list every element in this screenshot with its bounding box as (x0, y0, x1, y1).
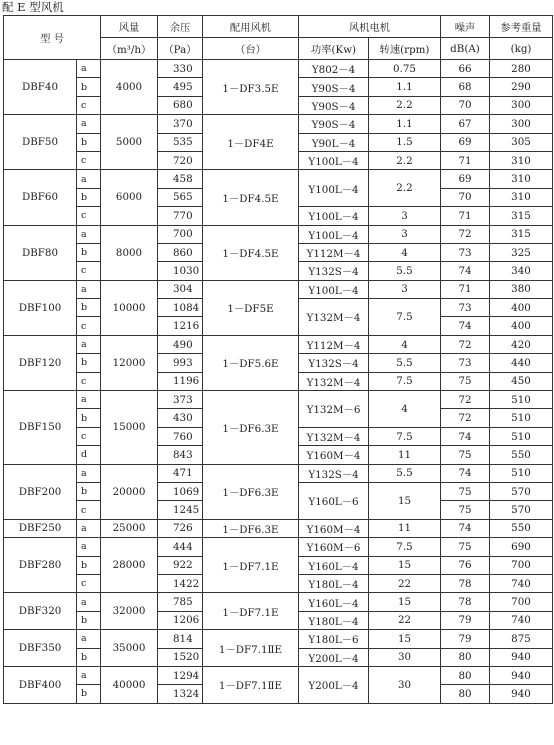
noise-cell: 70 (441, 96, 490, 114)
variant-cell: c (77, 317, 101, 335)
pressure-cell: 922 (158, 556, 203, 574)
weight-cell: 940 (490, 685, 553, 703)
pressure-cell: 1245 (158, 501, 203, 519)
header-pressure-unit: （Pa） (158, 38, 203, 60)
header-motor: 风机电机 (299, 16, 441, 38)
weight-cell: 440 (490, 354, 553, 372)
weight-cell: 280 (490, 60, 553, 78)
table-row (4, 170, 553, 188)
noise-cell: 66 (441, 60, 490, 78)
noise-cell: 78 (441, 574, 490, 592)
airflow-cell: 15000 (101, 391, 158, 465)
weight-cell: 340 (490, 262, 553, 280)
motor-speed-cell: 1.1 (369, 115, 441, 133)
variant-cell: b (77, 685, 101, 703)
variant-cell: a (77, 464, 101, 482)
header-weight: 参考重量 (490, 16, 553, 38)
model-cell: DBF400 (4, 666, 77, 703)
motor-power-cell: Y90S－4 (299, 96, 369, 114)
pressure-cell: 1216 (158, 317, 203, 335)
noise-cell: 75 (441, 446, 490, 464)
airflow-cell: 40000 (101, 666, 158, 703)
fan-cell: 1－DF7.1E (203, 538, 299, 593)
weight-cell: 570 (490, 482, 553, 500)
motor-power-cell: Y132M－4 (299, 427, 369, 445)
motor-speed-cell: 15 (369, 556, 441, 574)
variant-cell: b (77, 556, 101, 574)
noise-cell: 75 (441, 538, 490, 556)
motor-power-cell: Y132S－4 (299, 262, 369, 280)
noise-cell: 74 (441, 427, 490, 445)
motor-power-cell: Y200L－4 (299, 648, 369, 666)
weight-cell: 690 (490, 538, 553, 556)
motor-power-cell: Y132S－4 (299, 354, 369, 372)
weight-cell: 740 (490, 611, 553, 629)
variant-cell: c (77, 372, 101, 390)
noise-cell: 72 (441, 409, 490, 427)
variant-cell: a (77, 666, 101, 684)
pressure-cell: 680 (158, 96, 203, 114)
pressure-cell: 535 (158, 133, 203, 151)
table-body (4, 60, 553, 704)
noise-cell: 74 (441, 464, 490, 482)
pressure-cell: 760 (158, 427, 203, 445)
model-cell: DBF60 (4, 170, 77, 225)
variant-cell: c (77, 574, 101, 592)
motor-speed-cell: 11 (369, 446, 441, 464)
variant-cell: b (77, 299, 101, 317)
fan-cell: 1－DF5E (203, 280, 299, 335)
noise-cell: 75 (441, 372, 490, 390)
pressure-cell: 304 (158, 280, 203, 298)
motor-power-cell: Y112M－4 (299, 243, 369, 261)
table-row (4, 391, 553, 409)
variant-cell: c (77, 501, 101, 519)
motor-speed-cell: 0.75 (369, 60, 441, 78)
motor-power-cell: Y132S－4 (299, 464, 369, 482)
pressure-cell: 1422 (158, 574, 203, 592)
motor-power-cell: Y132M－6 (299, 391, 369, 428)
model-cell: DBF150 (4, 391, 77, 465)
noise-cell: 75 (441, 501, 490, 519)
header-power: 功率(Kw) (299, 38, 369, 60)
pressure-cell: 490 (158, 335, 203, 353)
pressure-cell: 471 (158, 464, 203, 482)
pressure-cell: 370 (158, 115, 203, 133)
variant-cell: b (77, 78, 101, 96)
variant-cell: b (77, 354, 101, 372)
weight-cell: 875 (490, 630, 553, 648)
table-row (4, 335, 553, 353)
pressure-cell: 444 (158, 538, 203, 556)
pressure-cell: 495 (158, 78, 203, 96)
noise-cell: 80 (441, 666, 490, 684)
model-cell: DBF100 (4, 280, 77, 335)
noise-cell: 74 (441, 317, 490, 335)
fan-cell: 1－DF3.5E (203, 60, 299, 115)
weight-cell: 740 (490, 574, 553, 592)
motor-speed-cell: 1.1 (369, 78, 441, 96)
weight-cell: 380 (490, 280, 553, 298)
noise-cell: 73 (441, 354, 490, 372)
weight-cell: 400 (490, 317, 553, 335)
motor-power-cell: Y90S－4 (299, 78, 369, 96)
weight-cell: 700 (490, 593, 553, 611)
motor-power-cell: Y180L－6 (299, 630, 369, 648)
fan-cell: 1－DF7.1E (203, 593, 299, 630)
motor-speed-cell: 15 (369, 593, 441, 611)
airflow-cell: 32000 (101, 593, 158, 630)
fan-cell: 1－DF6.3E (203, 519, 299, 537)
weight-cell: 325 (490, 243, 553, 261)
variant-cell: c (77, 262, 101, 280)
pressure-cell: 1206 (158, 611, 203, 629)
table-row (4, 280, 553, 298)
model-cell: DBF280 (4, 538, 77, 593)
noise-cell: 68 (441, 78, 490, 96)
weight-cell: 310 (490, 188, 553, 206)
fan-cell: 1－DF4E (203, 115, 299, 170)
variant-cell: b (77, 243, 101, 261)
motor-speed-cell: 15 (369, 630, 441, 648)
variant-cell: a (77, 280, 101, 298)
weight-cell: 940 (490, 648, 553, 666)
noise-cell: 71 (441, 280, 490, 298)
motor-power-cell: Y100L－4 (299, 280, 369, 298)
motor-speed-cell: 3 (369, 207, 441, 225)
table-row (4, 593, 553, 611)
header-airflow: 风量 (101, 16, 158, 38)
variant-cell: b (77, 648, 101, 666)
pressure-cell: 770 (158, 207, 203, 225)
variant-cell: d (77, 446, 101, 464)
weight-cell: 420 (490, 335, 553, 353)
pressure-cell: 565 (158, 188, 203, 206)
table-row (4, 60, 553, 78)
weight-cell: 315 (490, 207, 553, 225)
weight-cell: 940 (490, 666, 553, 684)
variant-cell: a (77, 391, 101, 409)
weight-cell: 550 (490, 446, 553, 464)
variant-cell: b (77, 188, 101, 206)
model-cell: DBF40 (4, 60, 77, 115)
table-row (4, 630, 553, 648)
noise-cell: 72 (441, 335, 490, 353)
weight-cell: 450 (490, 372, 553, 390)
motor-power-cell: Y160L－4 (299, 593, 369, 611)
header-noise: 噪声 (441, 16, 490, 38)
motor-power-cell: Y132M－4 (299, 372, 369, 390)
variant-cell: b (77, 611, 101, 629)
fan-spec-table (3, 15, 553, 704)
variant-cell: a (77, 519, 101, 537)
motor-speed-cell: 3 (369, 280, 441, 298)
motor-speed-cell: 7.5 (369, 427, 441, 445)
weight-cell: 300 (490, 115, 553, 133)
weight-cell: 550 (490, 519, 553, 537)
fan-cell: 1－DF6.3E (203, 464, 299, 519)
motor-power-cell: Y180L－4 (299, 574, 369, 592)
noise-cell: 69 (441, 170, 490, 188)
pressure-cell: 1030 (158, 262, 203, 280)
model-cell: DBF80 (4, 225, 77, 280)
noise-cell: 79 (441, 630, 490, 648)
header-fan-unit: （台） (203, 38, 299, 60)
airflow-cell: 25000 (101, 519, 158, 537)
pressure-cell: 843 (158, 446, 203, 464)
airflow-cell: 4000 (101, 60, 158, 115)
variant-cell: a (77, 60, 101, 78)
motor-speed-cell: 7.5 (369, 372, 441, 390)
airflow-cell: 20000 (101, 464, 158, 519)
noise-cell: 71 (441, 151, 490, 169)
motor-speed-cell: 5.5 (369, 464, 441, 482)
motor-power-cell: Y112M－4 (299, 335, 369, 353)
motor-speed-cell: 22 (369, 574, 441, 592)
noise-cell: 80 (441, 648, 490, 666)
motor-speed-cell: 22 (369, 611, 441, 629)
variant-cell: c (77, 96, 101, 114)
weight-cell: 700 (490, 556, 553, 574)
variant-cell: c (77, 427, 101, 445)
variant-cell: b (77, 409, 101, 427)
motor-speed-cell: 5.5 (369, 354, 441, 372)
pressure-cell: 720 (158, 151, 203, 169)
table-row (4, 115, 553, 133)
variant-cell: b (77, 133, 101, 151)
variant-cell: a (77, 170, 101, 188)
motor-power-cell: Y802－4 (299, 60, 369, 78)
noise-cell: 74 (441, 519, 490, 537)
noise-cell: 69 (441, 133, 490, 151)
motor-power-cell: Y90S－4 (299, 115, 369, 133)
fan-cell: 1－DF6.3E (203, 391, 299, 465)
airflow-cell: 8000 (101, 225, 158, 280)
model-cell: DBF200 (4, 464, 77, 519)
fan-cell: 1－DF4.5E (203, 170, 299, 225)
pressure-cell: 373 (158, 391, 203, 409)
variant-cell: a (77, 593, 101, 611)
motor-speed-cell: 30 (369, 648, 441, 666)
motor-speed-cell: 2.2 (369, 151, 441, 169)
motor-power-cell: Y160M－4 (299, 446, 369, 464)
pressure-cell: 993 (158, 354, 203, 372)
weight-cell: 315 (490, 225, 553, 243)
motor-power-cell: Y100L－4 (299, 170, 369, 207)
table-row (4, 464, 553, 482)
motor-speed-cell: 30 (369, 666, 441, 703)
noise-cell: 78 (441, 593, 490, 611)
fan-cell: 1－DF4.5E (203, 225, 299, 280)
motor-speed-cell: 2.2 (369, 96, 441, 114)
header-row-1 (4, 16, 553, 38)
table-row (4, 666, 553, 684)
motor-power-cell: Y200L－4 (299, 666, 369, 703)
table-row (4, 225, 553, 243)
pressure-cell: 1196 (158, 372, 203, 390)
motor-power-cell: Y100L－4 (299, 151, 369, 169)
header-speed: 转速(rpm) (369, 38, 441, 60)
weight-cell: 510 (490, 464, 553, 482)
header-pressure: 余压 (158, 16, 203, 38)
motor-speed-cell: 7.5 (369, 538, 441, 556)
fan-cell: 1－DF7.1ⅡE (203, 666, 299, 703)
pressure-cell: 330 (158, 60, 203, 78)
motor-power-cell: Y90L－4 (299, 133, 369, 151)
noise-cell: 73 (441, 243, 490, 261)
variant-cell: c (77, 151, 101, 169)
motor-speed-cell: 4 (369, 335, 441, 353)
noise-cell: 67 (441, 115, 490, 133)
motor-power-cell: Y132M－4 (299, 299, 369, 336)
weight-cell: 510 (490, 409, 553, 427)
motor-speed-cell: 4 (369, 391, 441, 428)
pressure-cell: 1520 (158, 648, 203, 666)
header-weight-unit: (kg) (490, 38, 553, 60)
motor-speed-cell: 5.5 (369, 262, 441, 280)
variant-cell: b (77, 482, 101, 500)
header-model: 型 号 (4, 16, 101, 60)
weight-cell: 310 (490, 151, 553, 169)
model-cell: DBF120 (4, 335, 77, 390)
pressure-cell: 1294 (158, 666, 203, 684)
noise-cell: 74 (441, 262, 490, 280)
airflow-cell: 5000 (101, 115, 158, 170)
motor-power-cell: Y160L－4 (299, 556, 369, 574)
pressure-cell: 1084 (158, 299, 203, 317)
variant-cell: c (77, 207, 101, 225)
variant-cell: a (77, 538, 101, 556)
pressure-cell: 1324 (158, 685, 203, 703)
noise-cell: 72 (441, 225, 490, 243)
motor-speed-cell: 15 (369, 482, 441, 519)
weight-cell: 510 (490, 391, 553, 409)
motor-power-cell: Y100L－4 (299, 207, 369, 225)
header-fan: 配用风机 (203, 16, 299, 38)
weight-cell: 510 (490, 427, 553, 445)
airflow-cell: 35000 (101, 630, 158, 667)
fan-cell: 1－DF5.6E (203, 335, 299, 390)
motor-power-cell: Y100L－4 (299, 225, 369, 243)
weight-cell: 310 (490, 170, 553, 188)
airflow-cell: 12000 (101, 335, 158, 390)
table-row (4, 538, 553, 556)
weight-cell: 305 (490, 133, 553, 151)
weight-cell: 570 (490, 501, 553, 519)
weight-cell: 300 (490, 96, 553, 114)
motor-speed-cell: 2.2 (369, 170, 441, 207)
motor-speed-cell: 7.5 (369, 299, 441, 336)
motor-speed-cell: 1.5 (369, 133, 441, 151)
weight-cell: 290 (490, 78, 553, 96)
motor-speed-cell: 11 (369, 519, 441, 537)
motor-speed-cell: 4 (369, 243, 441, 261)
noise-cell: 76 (441, 556, 490, 574)
pressure-cell: 860 (158, 243, 203, 261)
noise-cell: 72 (441, 391, 490, 409)
variant-cell: a (77, 630, 101, 648)
variant-cell: a (77, 115, 101, 133)
table-caption: 配 E 型风机 (2, 0, 64, 14)
table-row (4, 519, 553, 537)
noise-cell: 79 (441, 611, 490, 629)
variant-cell: a (77, 335, 101, 353)
motor-power-cell: Y180L－4 (299, 611, 369, 629)
weight-cell: 400 (490, 299, 553, 317)
motor-power-cell: Y160L－6 (299, 482, 369, 519)
airflow-cell: 28000 (101, 538, 158, 593)
pressure-cell: 785 (158, 593, 203, 611)
pressure-cell: 458 (158, 170, 203, 188)
motor-power-cell: Y160M－4 (299, 519, 369, 537)
header-noise-unit: dB(A) (441, 38, 490, 60)
header-airflow-unit: （m³/h） (101, 38, 158, 60)
model-cell: DBF250 (4, 519, 77, 537)
noise-cell: 75 (441, 482, 490, 500)
airflow-cell: 6000 (101, 170, 158, 225)
pressure-cell: 430 (158, 409, 203, 427)
pressure-cell: 700 (158, 225, 203, 243)
noise-cell: 71 (441, 207, 490, 225)
motor-power-cell: Y160M－6 (299, 538, 369, 556)
variant-cell: a (77, 225, 101, 243)
model-cell: DBF350 (4, 630, 77, 667)
model-cell: DBF50 (4, 115, 77, 170)
noise-cell: 73 (441, 299, 490, 317)
pressure-cell: 726 (158, 519, 203, 537)
pressure-cell: 814 (158, 630, 203, 648)
motor-speed-cell: 3 (369, 225, 441, 243)
pressure-cell: 1069 (158, 482, 203, 500)
airflow-cell: 10000 (101, 280, 158, 335)
noise-cell: 80 (441, 685, 490, 703)
noise-cell: 70 (441, 188, 490, 206)
model-cell: DBF320 (4, 593, 77, 630)
fan-cell: 1－DF7.1ⅡE (203, 630, 299, 667)
